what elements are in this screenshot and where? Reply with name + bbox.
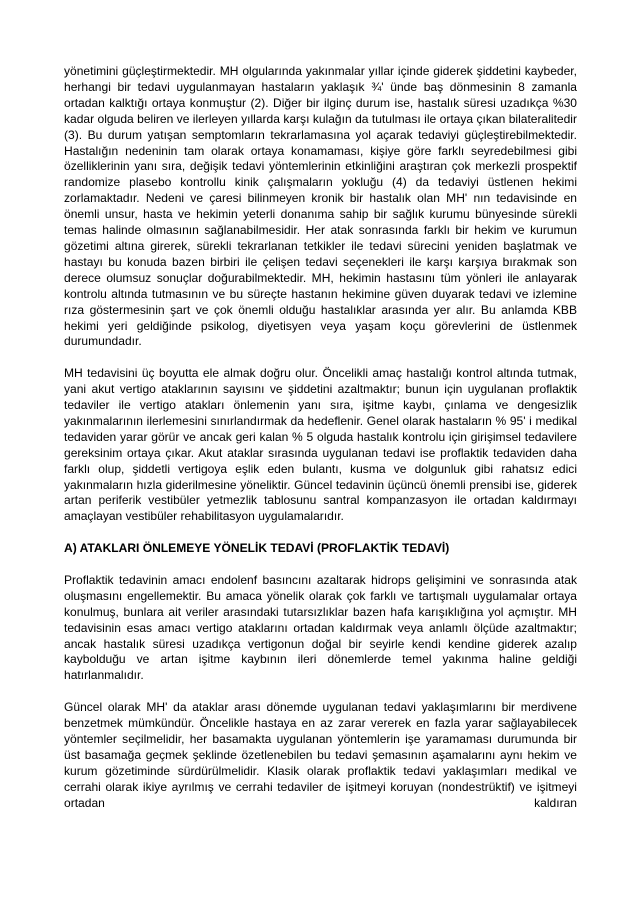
body-paragraph-1: yönetimini güçleştirmektedir. MH olgularında yakınmalar yıllar içinde giderek şiddetini kaybeder, herhangi bir tedavi uygulanmayan hastaların yaklaşık ¾' ünde baş dönmesinin 8 zamanla ortadan kalktığı ortaya konmuştur (2). Diğer bir ilginç durum ise, hastalık süresi uzadıkça %30 kadar olguda beliren ve ilerleyen yıllarda karşı kulağın da tutulması ile ortaya çıkan bilateralitedir (3). Bu durum yatışan semptomların tekrarlamasına yol açarak tedaviyi güçleştirebilmektedir. Hastalığın nedeninin tam olarak ortaya konamaması, kişiye göre farklı seyredebilmesi gibi özelliklerinin yanı sıra, değişik tedavi yöntemlerinin etkinliğini araştıran çok merkezli prospektif randomize plasebo kontrollu kinik çalışmaların yokluğu (4) da tedaviyi üstlenen hekimi zorlamaktadır. Nedeni ve çaresi bilinmeyen kronik bir hastalık olan MH' nın tedavisinde en önemli unsur, hasta ve hekimin yeterli donanıma sahip bir sağlık kurumu bünyesinde sürekli temas halinde olmasının sağlanabilmesidir. Her atak sonrasında farklı bir hekim ve kurumun gözetimi altına girerek, sürekli tekrarlanan tetkikler ile tedavi sürecini yeniden başlatmak ve hastayı bu konuda bazen birbiri ile çelişen tedavi seçenekleri ile karşı karşıya bırakmak son derece olumsuz sonuçlar doğurabilmektedir. MH, hekimin hastasını tüm yönleri ile anlayarak kontrolu altında tutmasının ve bu süreçte hastanın hekimine güven duyarak tedavi ve izlemine rıza göstermesinin şart ve çok önemli olduğu hastalıklar arasında yer alır. Bu anlamda KBB hekimi yeri geldiğinde psikolog, diyetisyen veya yaşam koçu görevlerini de üstlenmek durumundadır. [64, 64, 577, 349]
paragraph-gap [64, 684, 577, 700]
paragraph-gap [64, 525, 577, 541]
section-heading: A) ATAKLARI ÖNLEMEYE YÖNELİK TEDAVİ (PROFLAKTİK TEDAVİ) [64, 541, 450, 556]
document-page [64, 64, 577, 812]
body-paragraph-2: MH tedavisini üç boyutta ele almak doğru olur. Öncelikli amaç hastalığı kontrol altında tutmak, yani akut vertigo ataklarının sayısını ve şiddetini azaltmaktır; bunun için uygulanan proflaktik tedaviler ile vertigo atakları önlemenin yanı sıra, işitme kaybı, çınlama ve dengesizlik yakınmalarının ilerlemesini sınırlandırmak da hedeflenir. Genel olarak hastaların % 95' i medikal tedaviden yarar görür ve ancak geri kalan % 5 olguda hastalık kontrolu için girişimsel tedavilere gereksinim ortaya çıkar. Akut ataklar sırasında uygulanan tedavi ise proflaktik tedaviden daha farklı olup, şiddetli vertigoya eşlik eden bulantı, kusma ve dolgunluk gibi rahatsız edici yakınmaların hızla giderilmesine yöneliktir. Güncel tedavinin üçüncü önemli prensibi ise, giderek artan periferik vestibüler yetmezlik tablosunu santral kompanzasyon ile ortadan kaldırmayı amaçlayan vestibüler rehabilitasyon uygulamalarıdır. [64, 366, 577, 524]
section-paragraph-1: Proflaktik tedavinin amacı endolenf basıncını azaltarak hidrops gelişimini ve sonrasında atak oluşmasını engellemektir. Bu amaca yönelik olarak çok farklı ve tartışmalı uygulamalar ortaya konulmuş, bunlara ait veriler arasındaki tutarsızlıklar bazen hafa karışıklığına yol açmıştır. MH tedavisinin esas amacı vertigo ataklarını ortadan kaldırmak veya anlamlı ölçüde azaltmaktır; ancak hastalık süresi uzadıkça vertigonun doğal bir seyirle kendi kendine giderek azalıp kaybolduğu ve artan işitme kaybının ileri dönemlerde temel yakınma haline geldiği hatırlanmalıdır. [64, 572, 577, 683]
section-paragraph-2: Güncel olarak MH' da ataklar arası dönemde uygulanan tedavi yaklaşımlarını bir merdivene benzetmek mümkündür. Öncelikle hastaya en az zarar vererek en fazla yarar sağlayabilecek yöntemler seçilmelidir, her basamakta uygulanan yöntemlerin işe yaramaması durumunda bir üst basamağa geçmek şeklinde özetlenebilen bu tedavi şemasının aşamalarını aynı hekim ve kurum gözetiminde sürdürülmelidir. Klasik olarak proflaktik tedavi yaklaşımları medikal ve cerrahi olarak ikiye ayrılmış ve cerrahi tedaviler de işitmeyi koruyan (nondestrüktif) ve işitmeyi ortadan kaldıran [64, 700, 577, 810]
paragraph-gap [64, 350, 577, 366]
paragraph-gap [64, 557, 577, 573]
